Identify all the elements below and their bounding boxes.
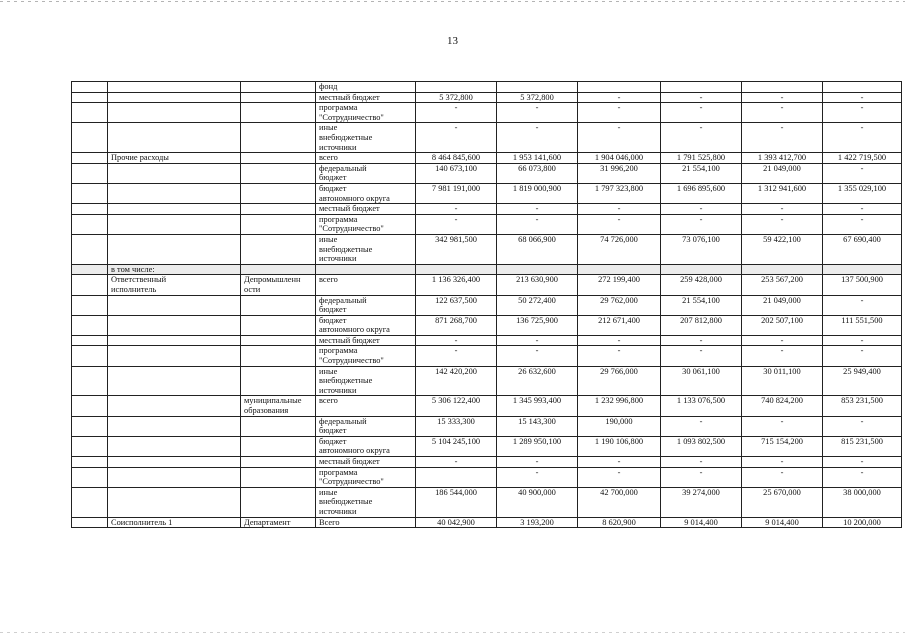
value-cell: - bbox=[823, 295, 902, 315]
value-cell: 40 042,900 bbox=[416, 517, 497, 528]
value-cell: - bbox=[661, 123, 742, 153]
value-cell: - bbox=[416, 335, 497, 346]
value-cell: - bbox=[742, 123, 823, 153]
value-cell: 5 306 122,400 bbox=[416, 396, 497, 416]
value-cell bbox=[578, 264, 661, 275]
value-cell: 15 333,300 bbox=[416, 416, 497, 436]
measure-cell bbox=[108, 214, 241, 234]
value-cell bbox=[823, 82, 902, 93]
value-cell: 1 819 000,900 bbox=[497, 183, 578, 203]
table-row bbox=[72, 275, 902, 295]
measure-cell: Соисполнитель 1 bbox=[108, 517, 241, 528]
section-row bbox=[72, 264, 902, 275]
scan-edge-top bbox=[0, 1, 905, 2]
value-cell: - bbox=[823, 103, 902, 123]
executor-cell bbox=[241, 436, 316, 456]
measure-cell bbox=[108, 396, 241, 416]
value-cell: 815 231,500 bbox=[823, 436, 902, 456]
value-cell: 5 104 245,100 bbox=[416, 436, 497, 456]
value-cell: - bbox=[661, 103, 742, 123]
index-cell bbox=[72, 335, 108, 346]
table-row bbox=[72, 436, 902, 456]
table-row bbox=[72, 315, 902, 335]
executor-cell bbox=[241, 264, 316, 275]
table-row bbox=[72, 517, 902, 528]
executor-cell: Депромышленн ости bbox=[241, 275, 316, 295]
index-cell bbox=[72, 346, 108, 366]
value-cell: 5 372,800 bbox=[497, 92, 578, 103]
index-cell bbox=[72, 295, 108, 315]
value-cell: 10 200,000 bbox=[823, 517, 902, 528]
index-cell bbox=[72, 183, 108, 203]
value-cell: 9 014,400 bbox=[661, 517, 742, 528]
index-cell bbox=[72, 315, 108, 335]
value-cell: - bbox=[823, 92, 902, 103]
table-row bbox=[72, 346, 902, 366]
funding-source-cell: программа "Сотрудничество" bbox=[316, 214, 416, 234]
value-cell: - bbox=[416, 457, 497, 468]
table-row bbox=[72, 204, 902, 215]
measure-cell bbox=[108, 315, 241, 335]
value-cell: - bbox=[661, 204, 742, 215]
value-cell: 342 981,500 bbox=[416, 234, 497, 264]
value-cell: 1 904 046,000 bbox=[578, 153, 661, 164]
value-cell: 1 093 802,500 bbox=[661, 436, 742, 456]
table-row bbox=[72, 123, 902, 153]
table-row bbox=[72, 366, 902, 396]
index-cell bbox=[72, 103, 108, 123]
value-cell: 25 670,000 bbox=[742, 487, 823, 517]
value-cell: - bbox=[416, 103, 497, 123]
executor-cell bbox=[241, 103, 316, 123]
value-cell: - bbox=[742, 204, 823, 215]
table-row bbox=[72, 416, 902, 436]
table-row bbox=[72, 467, 902, 487]
value-cell bbox=[661, 264, 742, 275]
funding-source-cell: программа "Сотрудничество" bbox=[316, 467, 416, 487]
funding-source-cell: программа "Сотрудничество" bbox=[316, 346, 416, 366]
value-cell: 207 812,800 bbox=[661, 315, 742, 335]
value-cell: 1 393 412,700 bbox=[742, 153, 823, 164]
value-cell: 59 422,100 bbox=[742, 234, 823, 264]
measure-cell bbox=[108, 123, 241, 153]
value-cell: 8 620,900 bbox=[578, 517, 661, 528]
value-cell: 190,000 bbox=[578, 416, 661, 436]
value-cell bbox=[661, 82, 742, 93]
value-cell bbox=[742, 264, 823, 275]
value-cell: 1 791 525,800 bbox=[661, 153, 742, 164]
funding-source-cell bbox=[316, 264, 416, 275]
funding-source-cell: бюджет автономного округа bbox=[316, 315, 416, 335]
value-cell: 871 268,700 bbox=[416, 315, 497, 335]
value-cell: 7 981 191,000 bbox=[416, 183, 497, 203]
value-cell: - bbox=[578, 335, 661, 346]
value-cell: 140 673,100 bbox=[416, 163, 497, 183]
value-cell: 21 049,000 bbox=[742, 163, 823, 183]
executor-cell bbox=[241, 234, 316, 264]
index-cell bbox=[72, 457, 108, 468]
funding-source-cell: фонд bbox=[316, 82, 416, 93]
funding-source-cell: местный бюджет bbox=[316, 335, 416, 346]
value-cell: 9 014,400 bbox=[742, 517, 823, 528]
value-cell: 715 154,200 bbox=[742, 436, 823, 456]
index-cell bbox=[72, 436, 108, 456]
value-cell: - bbox=[578, 92, 661, 103]
value-cell: - bbox=[497, 457, 578, 468]
index-cell bbox=[72, 214, 108, 234]
value-cell bbox=[416, 264, 497, 275]
funding-source-cell: иные внебюджетные источники bbox=[316, 366, 416, 396]
value-cell: 272 199,400 bbox=[578, 275, 661, 295]
index-cell bbox=[72, 204, 108, 215]
value-cell: 1 289 950,100 bbox=[497, 436, 578, 456]
value-cell: 29 762,000 bbox=[578, 295, 661, 315]
funding-source-cell: иные внебюджетные источники bbox=[316, 234, 416, 264]
funding-source-cell: федеральный бюджет bbox=[316, 295, 416, 315]
value-cell: 68 066,900 bbox=[497, 234, 578, 264]
executor-cell bbox=[241, 457, 316, 468]
budget-table-body bbox=[72, 82, 902, 528]
value-cell: 1 345 993,400 bbox=[497, 396, 578, 416]
budget-table bbox=[71, 81, 902, 528]
measure-cell bbox=[108, 183, 241, 203]
value-cell: - bbox=[578, 457, 661, 468]
value-cell: 1 953 141,600 bbox=[497, 153, 578, 164]
value-cell: 40 900,000 bbox=[497, 487, 578, 517]
value-cell: 39 274,000 bbox=[661, 487, 742, 517]
measure-cell bbox=[108, 457, 241, 468]
measure-cell bbox=[108, 103, 241, 123]
value-cell: - bbox=[742, 457, 823, 468]
funding-source-cell: иные внебюджетные источники bbox=[316, 123, 416, 153]
table-row bbox=[72, 163, 902, 183]
index-cell bbox=[72, 275, 108, 295]
value-cell: - bbox=[578, 123, 661, 153]
value-cell: - bbox=[823, 457, 902, 468]
value-cell: - bbox=[416, 204, 497, 215]
value-cell: 136 725,900 bbox=[497, 315, 578, 335]
executor-cell: Департамент bbox=[241, 517, 316, 528]
executor-cell bbox=[241, 153, 316, 164]
executor-cell bbox=[241, 416, 316, 436]
measure-cell bbox=[108, 346, 241, 366]
value-cell bbox=[578, 82, 661, 93]
value-cell: 25 949,400 bbox=[823, 366, 902, 396]
index-cell bbox=[72, 163, 108, 183]
measure-cell bbox=[108, 295, 241, 315]
value-cell: 142 420,200 bbox=[416, 366, 497, 396]
executor-cell bbox=[241, 315, 316, 335]
funding-source-cell: местный бюджет bbox=[316, 204, 416, 215]
value-cell: 15 143,300 bbox=[497, 416, 578, 436]
value-cell: - bbox=[823, 163, 902, 183]
value-cell: 73 076,100 bbox=[661, 234, 742, 264]
value-cell: - bbox=[661, 92, 742, 103]
funding-source-cell: Всего bbox=[316, 517, 416, 528]
value-cell: 30 061,100 bbox=[661, 366, 742, 396]
value-cell: 202 507,100 bbox=[742, 315, 823, 335]
value-cell: 253 567,200 bbox=[742, 275, 823, 295]
executor-cell: муниципальные образования bbox=[241, 396, 316, 416]
value-cell: - bbox=[823, 416, 902, 436]
index-cell bbox=[72, 487, 108, 517]
measure-cell bbox=[108, 92, 241, 103]
value-cell: 111 551,500 bbox=[823, 315, 902, 335]
measure-cell: в том числе: bbox=[108, 264, 241, 275]
executor-cell bbox=[241, 295, 316, 315]
value-cell: 67 690,400 bbox=[823, 234, 902, 264]
funding-source-cell: всего bbox=[316, 153, 416, 164]
value-cell: 30 011,100 bbox=[742, 366, 823, 396]
value-cell: - bbox=[823, 346, 902, 366]
value-cell: 21 554,100 bbox=[661, 163, 742, 183]
value-cell: 1 696 895,600 bbox=[661, 183, 742, 203]
table-row bbox=[72, 214, 902, 234]
value-cell: - bbox=[823, 335, 902, 346]
value-cell: - bbox=[497, 335, 578, 346]
value-cell: - bbox=[497, 123, 578, 153]
value-cell bbox=[416, 467, 497, 487]
executor-cell bbox=[241, 204, 316, 215]
value-cell: 1 355 029,100 bbox=[823, 183, 902, 203]
measure-cell bbox=[108, 366, 241, 396]
value-cell: - bbox=[742, 214, 823, 234]
measure-cell: Прочие расходы bbox=[108, 153, 241, 164]
value-cell: - bbox=[578, 214, 661, 234]
funding-source-cell: иные внебюджетные источники bbox=[316, 487, 416, 517]
value-cell: - bbox=[497, 214, 578, 234]
value-cell: 21 049,000 bbox=[742, 295, 823, 315]
value-cell: 1 797 323,800 bbox=[578, 183, 661, 203]
table-row bbox=[72, 103, 902, 123]
measure-cell bbox=[108, 82, 241, 93]
index-cell bbox=[72, 82, 108, 93]
value-cell: - bbox=[742, 416, 823, 436]
value-cell: - bbox=[742, 92, 823, 103]
value-cell: 31 996,200 bbox=[578, 163, 661, 183]
measure-cell bbox=[108, 234, 241, 264]
measure-cell bbox=[108, 436, 241, 456]
value-cell: - bbox=[823, 214, 902, 234]
value-cell: - bbox=[578, 467, 661, 487]
value-cell: - bbox=[661, 346, 742, 366]
value-cell: - bbox=[578, 204, 661, 215]
executor-cell bbox=[241, 82, 316, 93]
measure-cell bbox=[108, 163, 241, 183]
value-cell: 3 193,200 bbox=[497, 517, 578, 528]
value-cell: - bbox=[742, 467, 823, 487]
value-cell: - bbox=[823, 123, 902, 153]
value-cell: 5 372,800 bbox=[416, 92, 497, 103]
index-cell bbox=[72, 366, 108, 396]
value-cell: - bbox=[416, 346, 497, 366]
value-cell: 38 000,000 bbox=[823, 487, 902, 517]
table-row bbox=[72, 92, 902, 103]
value-cell: - bbox=[497, 204, 578, 215]
value-cell: 1 136 326,400 bbox=[416, 275, 497, 295]
value-cell: - bbox=[742, 335, 823, 346]
measure-cell bbox=[108, 416, 241, 436]
index-cell bbox=[72, 517, 108, 528]
value-cell: 29 766,000 bbox=[578, 366, 661, 396]
value-cell: 259 428,000 bbox=[661, 275, 742, 295]
table-row bbox=[72, 183, 902, 203]
value-cell: 1 422 719,500 bbox=[823, 153, 902, 164]
scan-edge-bottom bbox=[0, 632, 905, 633]
index-cell bbox=[72, 467, 108, 487]
funding-source-cell: федеральный бюджет bbox=[316, 163, 416, 183]
funding-source-cell: бюджет автономного округа bbox=[316, 183, 416, 203]
funding-source-cell: бюджет автономного округа bbox=[316, 436, 416, 456]
value-cell: - bbox=[578, 346, 661, 366]
table-row bbox=[72, 82, 902, 93]
value-cell: 186 544,000 bbox=[416, 487, 497, 517]
value-cell: 1 133 076,500 bbox=[661, 396, 742, 416]
measure-cell bbox=[108, 335, 241, 346]
value-cell: - bbox=[661, 214, 742, 234]
value-cell: - bbox=[497, 346, 578, 366]
value-cell bbox=[823, 264, 902, 275]
value-cell: - bbox=[416, 214, 497, 234]
table-row bbox=[72, 335, 902, 346]
value-cell: - bbox=[823, 204, 902, 215]
value-cell: 853 231,500 bbox=[823, 396, 902, 416]
index-cell bbox=[72, 153, 108, 164]
measure-cell bbox=[108, 204, 241, 215]
value-cell: 26 632,600 bbox=[497, 366, 578, 396]
executor-cell bbox=[241, 487, 316, 517]
value-cell: 1 312 941,600 bbox=[742, 183, 823, 203]
value-cell: - bbox=[742, 103, 823, 123]
value-cell: 1 190 106,800 bbox=[578, 436, 661, 456]
value-cell: - bbox=[661, 416, 742, 436]
executor-cell bbox=[241, 346, 316, 366]
value-cell bbox=[742, 82, 823, 93]
value-cell: - bbox=[661, 467, 742, 487]
value-cell: 42 700,000 bbox=[578, 487, 661, 517]
table-row bbox=[72, 457, 902, 468]
value-cell bbox=[497, 82, 578, 93]
index-cell bbox=[72, 416, 108, 436]
value-cell: - bbox=[416, 123, 497, 153]
value-cell bbox=[416, 82, 497, 93]
executor-cell bbox=[241, 214, 316, 234]
value-cell: - bbox=[661, 457, 742, 468]
table-row bbox=[72, 295, 902, 315]
value-cell: - bbox=[661, 335, 742, 346]
table-row bbox=[72, 234, 902, 264]
index-cell bbox=[72, 234, 108, 264]
value-cell: - bbox=[578, 103, 661, 123]
value-cell: 137 500,900 bbox=[823, 275, 902, 295]
value-cell: 1 232 996,800 bbox=[578, 396, 661, 416]
executor-cell bbox=[241, 163, 316, 183]
table-row bbox=[72, 153, 902, 164]
table-row bbox=[72, 487, 902, 517]
value-cell: - bbox=[742, 346, 823, 366]
value-cell: 74 726,000 bbox=[578, 234, 661, 264]
value-cell: 212 671,400 bbox=[578, 315, 661, 335]
funding-source-cell: всего bbox=[316, 275, 416, 295]
executor-cell bbox=[241, 366, 316, 396]
page-number: 13 bbox=[447, 35, 458, 47]
value-cell: 21 554,100 bbox=[661, 295, 742, 315]
value-cell bbox=[497, 264, 578, 275]
value-cell: - bbox=[497, 467, 578, 487]
executor-cell bbox=[241, 92, 316, 103]
value-cell: 740 824,200 bbox=[742, 396, 823, 416]
value-cell: - bbox=[497, 103, 578, 123]
executor-cell bbox=[241, 335, 316, 346]
value-cell: 213 630,900 bbox=[497, 275, 578, 295]
value-cell: 50 272,400 bbox=[497, 295, 578, 315]
funding-source-cell: местный бюджет bbox=[316, 92, 416, 103]
funding-source-cell: программа "Сотрудничество" bbox=[316, 103, 416, 123]
value-cell: 8 464 845,600 bbox=[416, 153, 497, 164]
measure-cell: Ответственный исполнитель bbox=[108, 275, 241, 295]
executor-cell bbox=[241, 123, 316, 153]
index-cell bbox=[72, 396, 108, 416]
value-cell: 122 637,500 bbox=[416, 295, 497, 315]
table-row bbox=[72, 396, 902, 416]
funding-source-cell: местный бюджет bbox=[316, 457, 416, 468]
funding-source-cell: федеральный бюджет bbox=[316, 416, 416, 436]
executor-cell bbox=[241, 183, 316, 203]
value-cell: 66 073,800 bbox=[497, 163, 578, 183]
index-cell bbox=[72, 264, 108, 275]
value-cell: - bbox=[823, 467, 902, 487]
measure-cell bbox=[108, 467, 241, 487]
index-cell bbox=[72, 123, 108, 153]
index-cell bbox=[72, 92, 108, 103]
measure-cell bbox=[108, 487, 241, 517]
executor-cell bbox=[241, 467, 316, 487]
funding-source-cell: всего bbox=[316, 396, 416, 416]
